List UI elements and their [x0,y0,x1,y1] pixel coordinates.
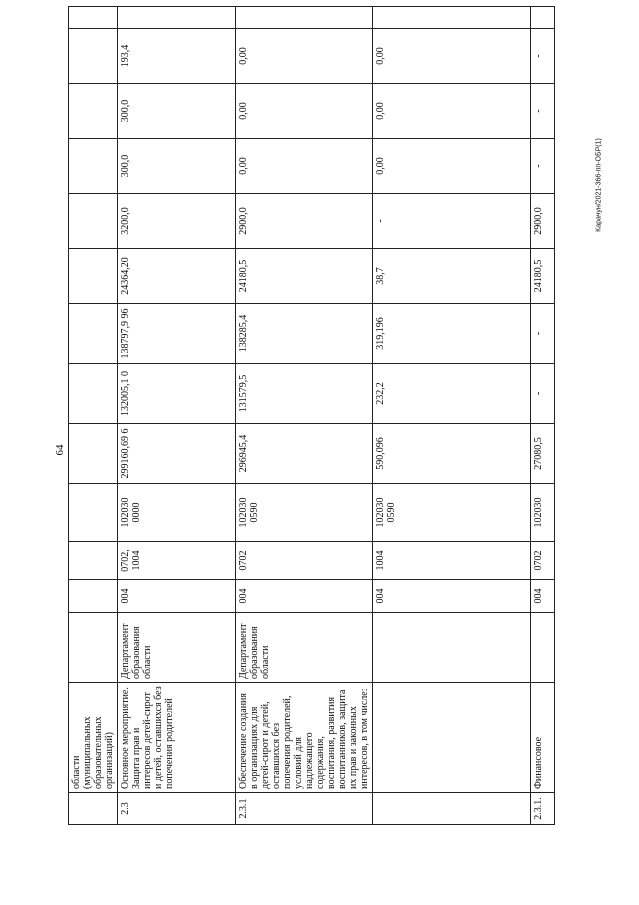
table-cell: 300,0 [118,139,236,194]
table-cell [69,194,118,249]
table-cell: 2.3.1. [531,793,555,825]
table-cell: 3200,0 [118,194,236,249]
table-cell [69,542,118,580]
table-cell: 102030 0590 [373,484,531,542]
table-cell: 0702, 1004 [118,542,236,580]
document-id: Карачун/2021-366-пп-ОБР(1) [595,138,603,232]
table-cell: - [531,29,555,84]
table-cell [69,29,118,84]
table-cell: 1004 [373,542,531,580]
table-cell: 0702 [236,542,373,580]
table-cell: 004 [373,580,531,613]
table-cell: 319,196 [373,304,531,364]
table-cell [69,364,118,424]
table-cell: Финансовое [531,683,555,793]
row-2-3 [118,7,236,825]
table-cell: Основное мероприятие. Защита прав и интересов детей-сирот и детей, оставшихся без попечения родителей [118,683,236,793]
table-cell: 2900,0 [531,194,555,249]
table-cell: 24180,5 [531,249,555,304]
table-cell: 0702 [531,542,555,580]
row-2-3-1-sub [373,7,531,825]
table-cell: Департамент образования области [118,613,236,683]
row-2-3-1 [236,7,373,825]
table-cell [531,7,555,29]
table-cell: 24364,20 [118,249,236,304]
table-cell: 004 [118,580,236,613]
table-cell: 0,00 [236,84,373,139]
header-row [69,7,118,825]
table-cell: 193,4 [118,29,236,84]
table-cell: 138797,9 96 [118,304,236,364]
table-cell [373,683,531,793]
table-container [68,44,544,825]
table-cell [69,793,118,825]
table-cell: 296945,4 [236,424,373,484]
table-cell: 004 [531,580,555,613]
table-cell: 27080,5 [531,424,555,484]
table-cell [69,304,118,364]
table-cell [531,613,555,683]
table-cell: 131579,5 [236,364,373,424]
table-cell: 38,7 [373,249,531,304]
table-cell [69,84,118,139]
table-cell: - [531,139,555,194]
table-cell: 2.3.1 [236,793,373,825]
page-number: 64 [54,444,66,456]
table-cell: 132005,1 0 [118,364,236,424]
table-cell: 138285,4 [236,304,373,364]
table-cell: - [531,304,555,364]
table-cell [69,249,118,304]
table-cell: 102030 0590 [236,484,373,542]
table-cell: 300,0 [118,84,236,139]
table-cell: 232,2 [373,364,531,424]
table-cell: 0,00 [373,139,531,194]
budget-table [68,6,555,825]
table-cell: 0,00 [236,29,373,84]
table-cell: 590,096 [373,424,531,484]
table-cell [69,484,118,542]
table-cell: 0,00 [373,29,531,84]
table-cell: 0,00 [373,84,531,139]
table-cell [69,424,118,484]
table-cell: Обеспечение создания в организациях для детей-сирот и детей, оставшихся без попечения родителей, условий для надлежащего содержания, воспитания, развития воспитанников, защита их прав и законных интересов, в том числе: [236,683,373,793]
table-cell: 2900,0 [236,194,373,249]
table-cell [69,139,118,194]
table-cell: области (муниципальных образовательных организаций) [69,683,118,793]
table-cell: - [373,194,531,249]
row-2-3-1-dot [531,7,555,825]
table-cell: 299160,69 6 [118,424,236,484]
table-cell [373,613,531,683]
table-cell: 004 [236,580,373,613]
table-cell [118,7,236,29]
table-cell: 102030 [531,484,555,542]
table-cell [69,580,118,613]
table-cell: 24180,5 [236,249,373,304]
table-cell [373,793,531,825]
table-cell [236,7,373,29]
table-cell [69,7,118,29]
table-cell: - [531,364,555,424]
table-cell: Департамент образования области [236,613,373,683]
rotated-page [68,44,544,825]
table-cell: 0,00 [236,139,373,194]
table-cell [373,7,531,29]
table-cell: 102030 0000 [118,484,236,542]
table-cell: 2.3 [118,793,236,825]
table-cell: - [531,84,555,139]
table-cell [69,613,118,683]
